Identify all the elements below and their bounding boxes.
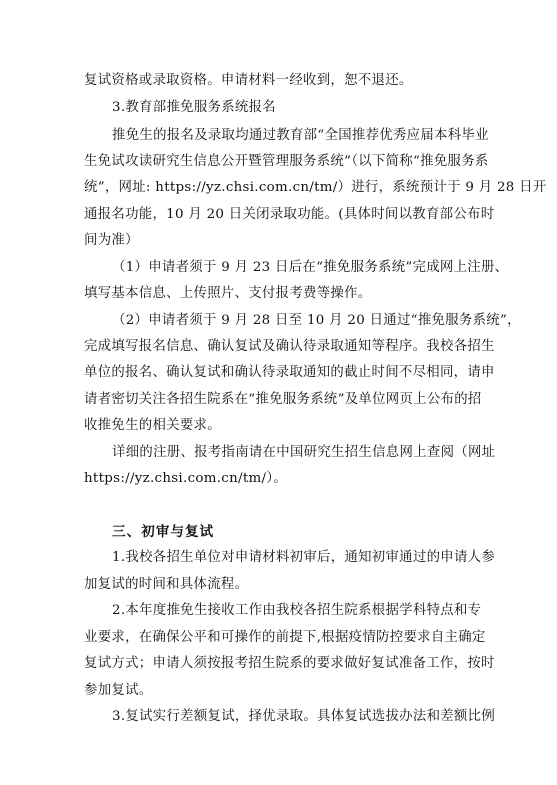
paragraph-line: 1.我校各招生单位对申请材料初审后，通知初审通过的申请人参 [112,550,496,565]
paragraph-line: 间为准） [84,233,139,248]
paragraph-line: 2.本年度推免生接收工作由我校各招生院系根据学科特点和专 [112,603,482,618]
paragraph-line: 详细的注册、报考指南请在中国研究生招生信息网上查阅（网址 [112,445,496,460]
section-heading: 三、初审与复试 [112,524,215,540]
paragraph-line: 参加复试。 [84,683,153,698]
paragraph-line: 加复试的时间和具体流程。 [84,577,249,592]
paragraph-line: 生免试攻读研究生信息公开暨管理服务系统”（以下简称“推免服务系 [84,154,489,169]
paragraph-line: 收推免生的相关要求。 [84,418,221,433]
paragraph-line: 单位的报名、确认复试和确认待录取通知的截止时间不尽相同，请申 [84,365,495,380]
paragraph-line: 统”，网址: https://yz.chsi.com.cn/tm/）进行，系统预计于 9 月 28 日开 [84,180,547,195]
paragraph-line: 复试方式；申请人须按报考招生院系的要求做好复试准备工作，按时 [84,656,495,671]
paragraph-line: （1）申请者须于 9 月 23 日后在“推免服务系统”完成网上注册、 [112,260,509,275]
paragraph-line: （2）申请者须于 9 月 28 日至 10 月 20 日通过“推免服务系统”， [112,313,521,328]
paragraph-line: https://yz.chsi.com.cn/tm/）。 [84,471,287,486]
paragraph-line: 复试资格或录取资格。申请材料一经收到，恕不退还。 [84,73,413,88]
paragraph-line: 3.复试实行差额复试，择优录取。具体复试选拔办法和差额比例 [112,709,496,724]
subsection-title: 3.教育部推免服务系统报名 [112,100,276,115]
paragraph-line: 完成填写报名信息、确认复试及确认待录取通知等程序。我校各招生 [84,339,495,354]
paragraph-line: 业要求，在确保公平和可操作的前提下,根据疫情防控要求自主确定 [84,630,486,645]
paragraph-line: 请者密切关注各招生院系在“推免服务系统”及单位网页上公布的招 [84,392,482,407]
paragraph-line: 通报名功能，10 月 20 日关闭录取功能。(具体时间以教育部公布时 [84,207,495,222]
paragraph-line: 推免生的报名及录取均通过教育部“全国推荐优秀应届本科毕业 [112,128,489,143]
paragraph-line: 填写基本信息、上传照片、支付报考费等操作。 [84,286,372,301]
